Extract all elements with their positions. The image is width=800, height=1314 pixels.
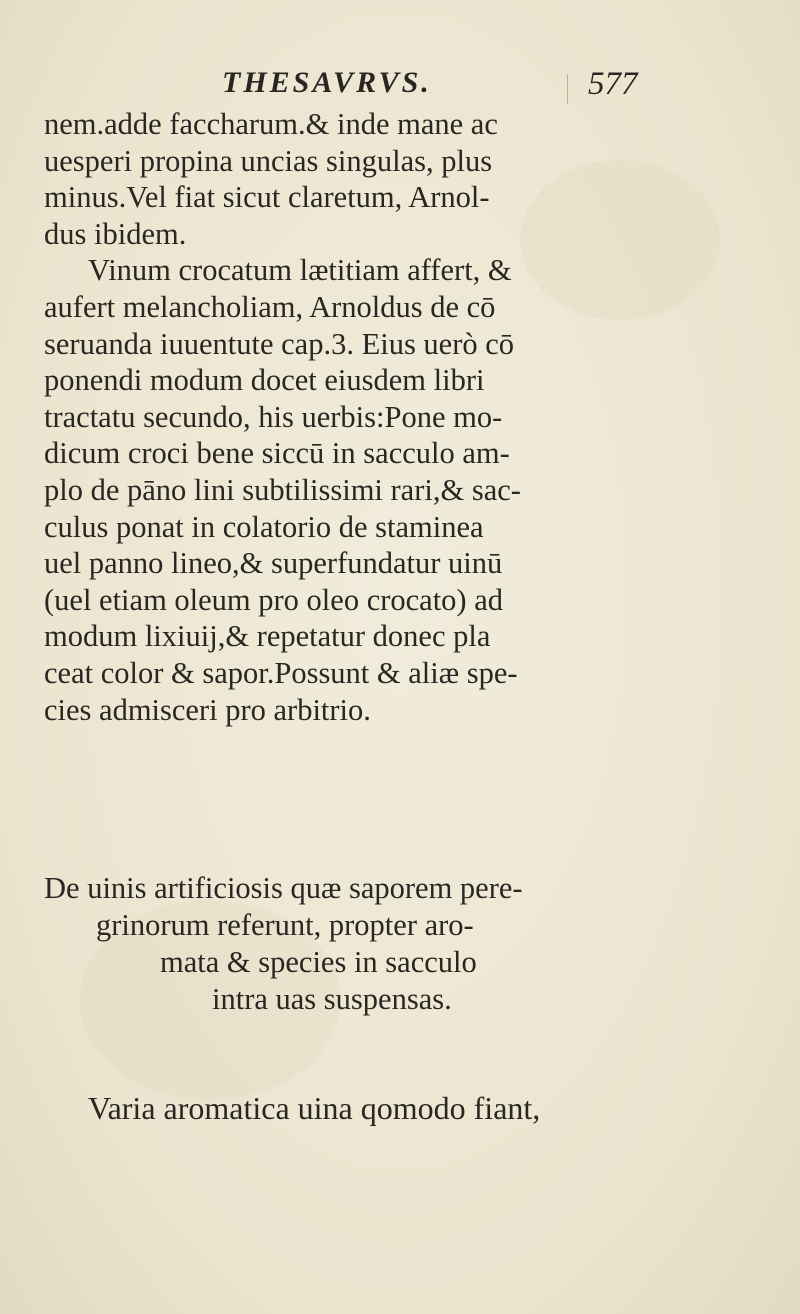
- text-line: Vinum crocatum lætitiam affert, &: [88, 253, 512, 288]
- section-heading: [44, 870, 684, 1018]
- page-number: 577: [588, 66, 638, 102]
- text-line: culus ponat in colatorio de staminea: [44, 509, 484, 544]
- text-line: plo de pāno lini subtilissimi rari,& sac-: [44, 472, 521, 507]
- heading-line: grinorum referunt, propter aro-: [96, 908, 474, 942]
- heading-line: intra uas suspensas.: [212, 982, 452, 1016]
- text-line: seruanda iuuentute cap.3. Eius uerò cō: [44, 326, 515, 361]
- text-line: cies admisceri pro arbitrio.: [44, 692, 371, 727]
- text-line: dicum croci bene siccū in sacculo am-: [44, 436, 510, 471]
- heading-line: De uinis artificiosis quæ saporem pere-: [44, 871, 523, 905]
- text-line: minus.Vel fiat sicut claretum, Arnol-: [44, 180, 490, 215]
- header-divider: [567, 74, 568, 104]
- text-line: uesperi propina uncias singulas, plus: [44, 143, 493, 178]
- text-line: (uel etiam oleum pro oleo crocato) ad: [44, 582, 504, 617]
- body-text: [44, 106, 664, 728]
- text-line: nem.adde faccharum.& inde mane ac: [44, 107, 498, 141]
- heading-line: mata & species in sacculo: [160, 945, 477, 979]
- running-title: THESAVRVS.: [222, 66, 432, 99]
- text-line: aufert melancholiam, Arnoldus de cō: [44, 289, 496, 324]
- text-line: uel panno lineo,& superfundatur uinū: [44, 546, 503, 581]
- running-head: [0, 62, 800, 102]
- text-line: tractatu secundo, his uerbis:Pone mo-: [44, 399, 503, 434]
- text-line: modum lixiuij,& repetatur donec pla: [44, 619, 491, 654]
- text-line: dus ibidem.: [44, 216, 187, 251]
- text-line: ponendi modum docet eiusdem libri: [44, 363, 485, 398]
- next-section-line: Varia aromatica uina qomodo fiant,: [88, 1090, 541, 1126]
- text-line: ceat color & sapor.Possunt & aliæ spe-: [44, 655, 518, 690]
